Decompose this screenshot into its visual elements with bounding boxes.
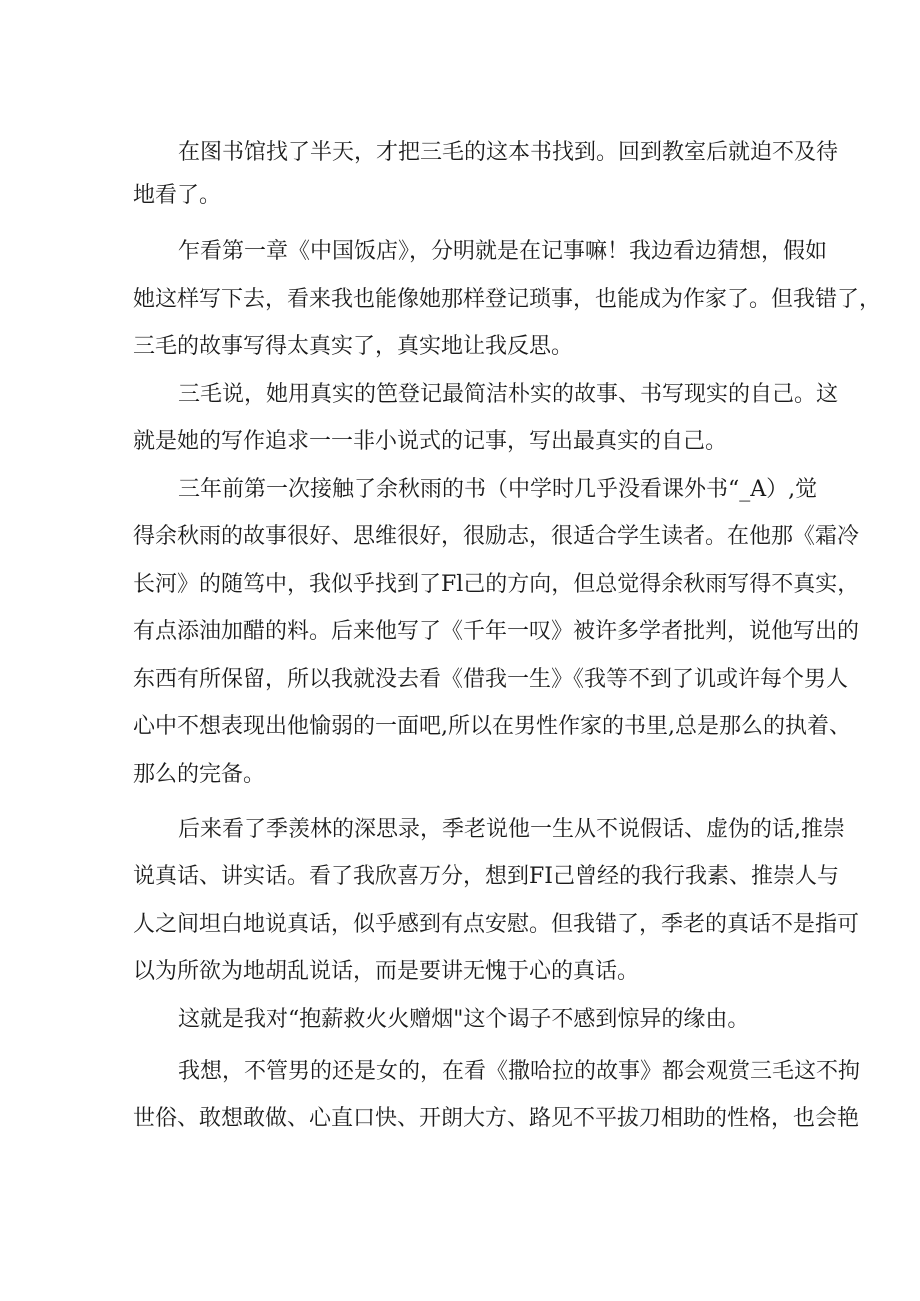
paragraph-5-line-3: 人之间坦白地说真话，似乎感到有点安慰。但我错了，季老的真话不是指可 xyxy=(133,912,860,937)
paragraph-6-line-1: 这就是我对“抱薪救火火赠烟"这个谒子不感到惊异的缘由。 xyxy=(178,1007,750,1032)
paragraph-4-line-4: 有点添油加醋的料。后来他写了《千年一叹》被许多学者批判，说他写出的 xyxy=(133,619,860,644)
paragraph-4-line-5: 东西有所保留，所以我就没去看《借我一生》《我等不到了讥或许每个男人 xyxy=(133,667,849,692)
paragraph-1-line-1: 在图书馆找了半天，才把三毛的这本书找到。回到教室后就迫不及待 xyxy=(178,140,839,165)
paragraph-2-line-1: 乍看第一章《中国饭店》，分明就是在记事嘛！我边看边猜想，假如 xyxy=(178,239,828,264)
paragraph-2-line-3: 三毛的故事写得太真实了，真实地让我反思。 xyxy=(133,334,574,359)
paragraph-4-line-1: 三年前第一次接触了余秋雨的书（中学时几乎没看课外书“_A）,觉 xyxy=(178,477,818,502)
paragraph-4-line-7: 那么的完备。 xyxy=(133,762,266,787)
paragraph-3-line-2: 就是她的写作追求一一非小说式的记事，写出最真实的自己。 xyxy=(133,429,728,454)
paragraph-5-line-2: 说真话、讲实话。看了我欣喜万分，想到FI己曾经的我行我素、推崇人与 xyxy=(133,864,839,889)
paragraph-2-line-2: 她这样写下去，看来我也能像她那样登记琐事，也能成为作家了。但我错了， xyxy=(133,287,882,312)
paragraph-7-line-2: 世俗、敢想敢做、心直口快、开朗大方、路见不平拔刀相助的性格，也会艳 xyxy=(133,1106,860,1131)
paragraph-4-line-2: 得余秋雨的故事很好、思维很好，很励志，很适合学生读者。在他那《霜冷 xyxy=(133,524,860,549)
paragraph-5-line-1: 后来看了季羡林的深思录，季老说他一生从不说假话、虚伪的话,推崇 xyxy=(178,817,845,842)
paragraph-5-line-4: 以为所欲为地胡乱说话，而是要讲无愧于心的真话。 xyxy=(133,959,640,984)
paragraph-4-line-6: 心中不想表现出他愉弱的一面吧,所以在男性作家的书里,总是那么的执着、 xyxy=(133,714,851,739)
paragraph-3-line-1: 三毛说，她用真实的笆登记最简洁朴实的故事、书写现实的自己。这 xyxy=(178,382,839,407)
paragraph-1-line-2: 地看了。 xyxy=(133,183,222,208)
paragraph-4-line-3: 长河》的随笃中，我似乎找到了Fl己的方向，但总觉得余秋雨写得不真实， xyxy=(133,572,860,597)
paragraph-7-line-1: 我想，不管男的还是女的，在看《撒哈拉的故事》都会观赏三毛这不拘 xyxy=(178,1059,861,1084)
